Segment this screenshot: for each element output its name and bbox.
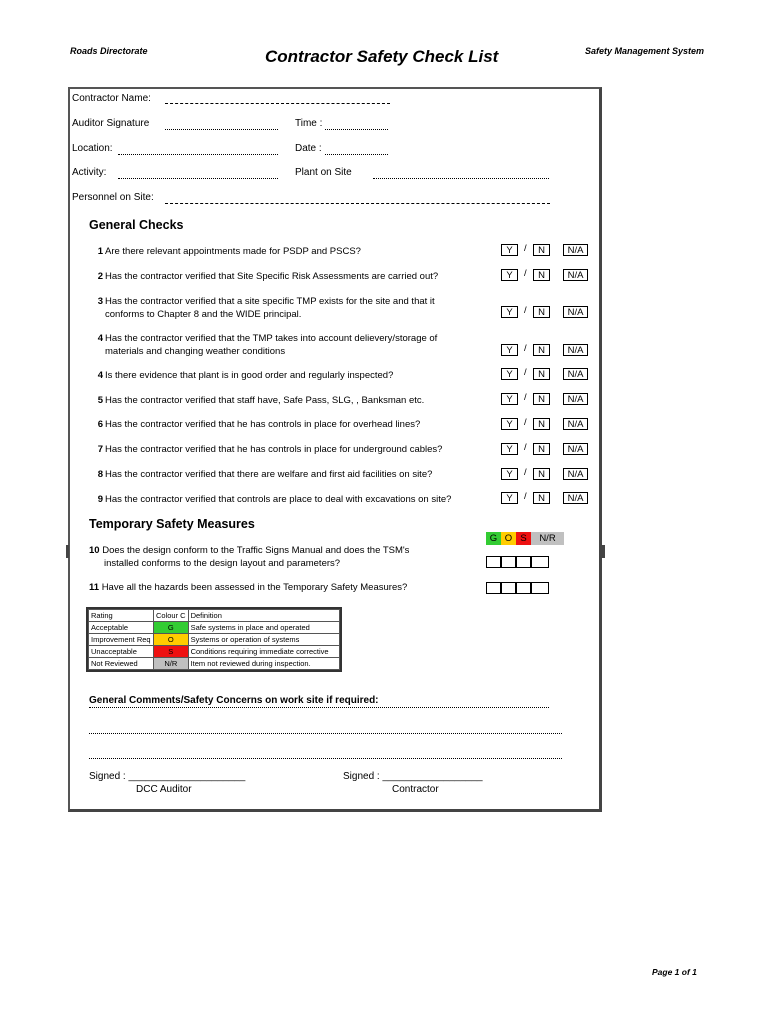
no-checkbox[interactable]: N [533,468,550,480]
question-number: 5 [97,395,103,406]
separator-slash: / [524,392,527,403]
q10-box-g[interactable] [486,556,501,568]
signed-auditor[interactable]: Signed : _____________________ [89,771,246,782]
comments-title: General Comments/Safety Concerns on work site if required: [89,695,379,706]
legend-header-rating: Rating [89,610,154,622]
time-field[interactable] [325,129,388,130]
yes-checkbox[interactable]: Y [501,393,518,405]
personnel-label: Personnel on Site: [72,192,154,203]
rating-legend [86,607,342,672]
question-text: Does the design conform to the Traffic Signs Manual and does the TSM's [102,545,410,556]
no-checkbox[interactable]: N [533,306,550,318]
q10-box-nr[interactable] [531,556,549,568]
separator-slash: / [524,467,527,478]
question-number: 4 [97,370,103,381]
question-10 [89,544,409,570]
role-contractor: Contractor [392,784,439,795]
q10-box-s[interactable] [516,556,531,568]
yes-checkbox[interactable]: Y [501,418,518,430]
auditor-signature-label: Auditor Signature [72,118,150,129]
no-checkbox[interactable]: N [533,344,550,356]
location-label: Location: [72,143,113,154]
no-checkbox[interactable]: N [533,368,550,380]
no-checkbox[interactable]: N [533,269,550,281]
header-right: Safety Management System [585,46,705,56]
general-check-item [89,295,435,321]
na-checkbox[interactable]: N/A [563,492,588,504]
yes-checkbox[interactable]: Y [501,269,518,281]
question-text: Has the contractor verified that the TMP takes into account delievery/storage of [105,333,438,344]
question-text: Has the contractor verified that he has controls in place for overhead lines? [105,419,421,430]
legend-rating: Acceptable [89,622,154,634]
question-text: Is there evidence that plant is in good order and regularly inspected? [105,370,394,381]
question-text: Has the contractor verified that staff have, Safe Pass, SLG, , Banksman etc. [105,395,425,406]
na-checkbox[interactable]: N/A [563,344,588,356]
legend-code: S [154,646,189,658]
plant-label: Plant on Site [295,167,352,178]
na-checkbox[interactable]: N/A [563,306,588,318]
question-text: Has the contractor verified that controls are place to deal with excavations on site? [105,494,452,505]
question-number: 9 [97,494,103,505]
code-orange: O [501,532,516,545]
contractor-name-field[interactable] [165,103,390,104]
separator-slash: / [524,417,527,428]
q11-box-o[interactable] [501,582,516,594]
frame-marker-left [66,545,69,558]
question-text-line2: materials and changing weather conditions [105,346,286,357]
separator-slash: / [524,268,527,279]
legend-header-colour: Colour C [154,610,189,622]
time-label: Time : [295,118,323,129]
yes-checkbox[interactable]: Y [501,443,518,455]
auditor-signature-field[interactable] [165,129,278,130]
activity-field[interactable] [118,178,278,179]
legend-definition: Conditions requiring immediate corrective [188,646,339,658]
yes-checkbox[interactable]: Y [501,306,518,318]
general-checks-title: General Checks [89,218,184,232]
question-text-line2: conforms to Chapter 8 and the WIDE principal. [105,309,302,320]
question-text: Has the contractor verified that Site Specific Risk Assessments are carried out? [105,271,439,282]
legend-rating: Improvement Req [89,634,154,646]
code-not-reviewed: N/R [531,532,564,545]
question-text: Has the contractor verified that there are welfare and first aid facilities on site? [105,469,433,480]
general-check-item [89,468,432,481]
page-number: Page 1 of 1 [652,967,697,977]
q11-box-nr[interactable] [531,582,549,594]
general-check-item [89,394,424,407]
separator-slash: / [524,367,527,378]
personnel-field[interactable] [165,203,550,204]
question-number: 3 [97,296,103,307]
question-number: 1 [97,246,103,257]
separator-slash: / [524,243,527,254]
general-check-item [89,369,393,382]
question-number: 8 [97,469,103,480]
general-check-item [89,493,451,506]
header-left: Roads Directorate [70,46,148,56]
date-field[interactable] [325,154,388,155]
na-checkbox[interactable]: N/A [563,368,588,380]
legend-definition: Safe systems in place and operated [188,622,339,634]
no-checkbox[interactable]: N [533,244,550,256]
code-green: G [486,532,501,545]
general-check-item [89,332,437,358]
no-checkbox[interactable]: N [533,492,550,504]
separator-slash: / [524,491,527,502]
separator-slash: / [524,442,527,453]
contractor-name-label: Contractor Name: [72,93,151,104]
na-checkbox[interactable]: N/A [563,393,588,405]
role-auditor: DCC Auditor [136,784,192,795]
comments-line-3[interactable] [89,758,562,759]
signed-contractor[interactable]: Signed : __________________ [343,771,483,782]
na-checkbox[interactable]: N/A [563,418,588,430]
separator-slash: / [524,305,527,316]
no-checkbox[interactable]: N [533,418,550,430]
legend-header-definition: Definition [188,610,339,622]
general-check-item [89,443,442,456]
plant-field[interactable] [373,178,549,179]
legend-definition: Item not reviewed during inspection. [188,658,339,670]
na-checkbox[interactable]: N/A [563,244,588,256]
activity-label: Activity: [72,167,107,178]
question-text-line2: installed conforms to the design layout and parameters? [104,558,341,569]
general-check-item [89,270,438,283]
question-number: 7 [97,444,103,455]
separator-slash: / [524,343,527,354]
general-check-item [89,418,420,431]
yes-checkbox[interactable]: Y [501,368,518,380]
temporary-title: Temporary Safety Measures [89,517,255,531]
question-text: Have all the hazards been assessed in the Temporary Safety Measures? [101,582,408,593]
q11-box-s[interactable] [516,582,531,594]
question-number: 11 [89,582,100,593]
yes-checkbox[interactable]: Y [501,492,518,504]
legend-code: O [154,634,189,646]
na-checkbox[interactable]: N/A [563,468,588,480]
legend-rating: Not Reviewed [89,658,154,670]
na-checkbox[interactable]: N/A [563,443,588,455]
yes-checkbox[interactable]: Y [501,344,518,356]
general-check-item [89,245,361,258]
q11-box-g[interactable] [486,582,501,594]
question-text: Has the contractor verified that he has controls in place for underground cables? [105,444,443,455]
legend-code: G [154,622,189,634]
question-number: 10 [89,545,100,556]
location-field[interactable] [118,154,278,155]
code-red: S [516,532,531,545]
question-number: 2 [97,271,103,282]
yes-checkbox[interactable]: Y [501,468,518,480]
question-11 [89,581,407,594]
legend-definition: Systems or operation of systems [188,634,339,646]
question-number: 4 [97,333,103,344]
question-text: Are there relevant appointments made for PSDP and PSCS? [105,246,361,257]
page-title: Contractor Safety Check List [265,47,499,66]
q10-box-o[interactable] [501,556,516,568]
yes-checkbox[interactable]: Y [501,244,518,256]
legend-code: N/R [154,658,189,670]
legend-rating: Unacceptable [89,646,154,658]
frame-marker-right [601,545,605,558]
comments-line-1[interactable] [89,707,549,708]
comments-line-2[interactable] [89,733,562,734]
question-text: Has the contractor verified that a site specific TMP exists for the site and that it [105,296,435,307]
no-checkbox[interactable]: N [533,443,550,455]
no-checkbox[interactable]: N [533,393,550,405]
question-number: 6 [97,419,103,430]
date-label: Date : [295,143,322,154]
na-checkbox[interactable]: N/A [563,269,588,281]
